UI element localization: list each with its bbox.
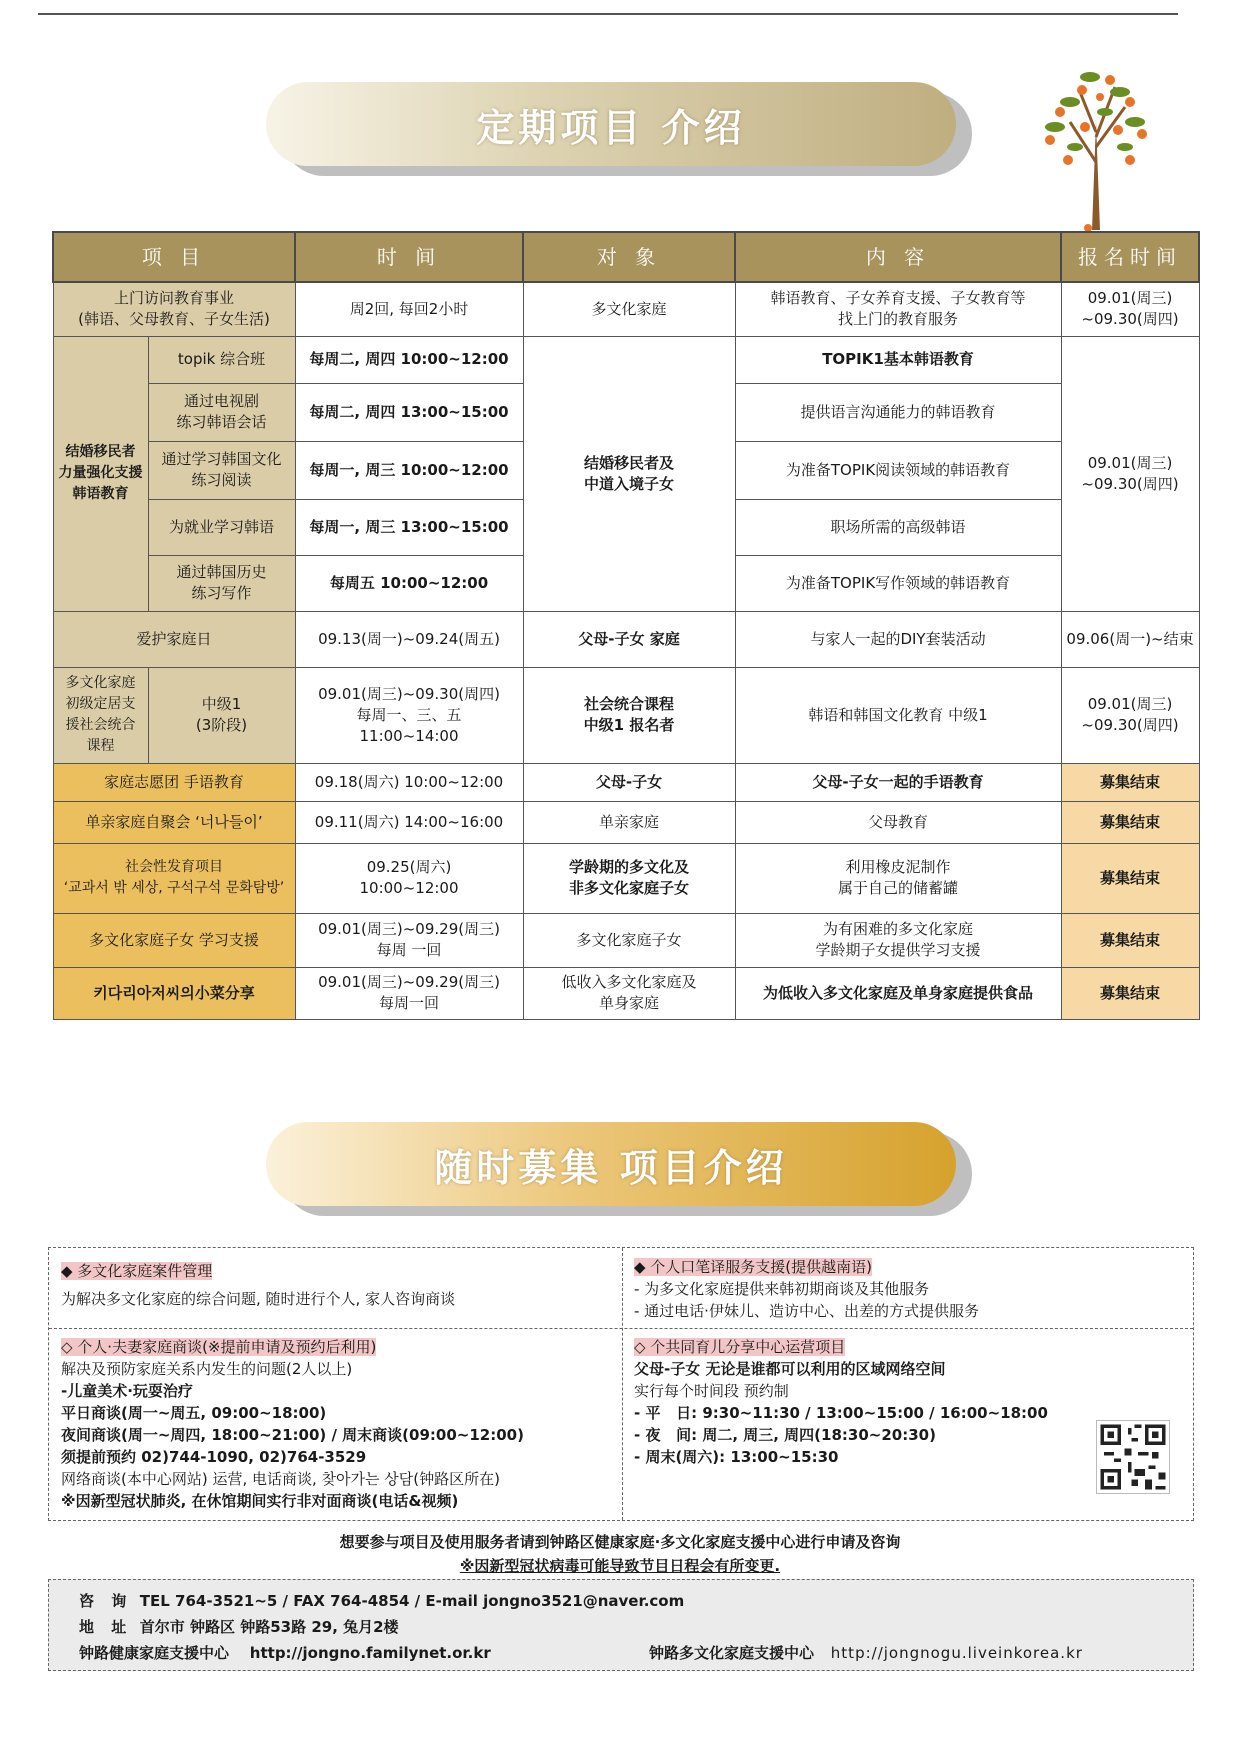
table-row	[53, 282, 1199, 336]
program-name: 爱护家庭日	[53, 611, 295, 667]
status-badge: 募集结束	[1061, 763, 1199, 801]
childcare-line: - 周末(周六): 13:00~15:30	[634, 1448, 839, 1466]
case-management-box	[49, 1248, 622, 1328]
header-target: 对 象	[523, 232, 735, 282]
case-management-body: 为解决多文化家庭的综合问题, 随时进行个人, 家人咨询商谈	[61, 1290, 456, 1308]
counseling-title: ◇ 个人·夫妻家庭商谈(※提前申请及预约后利用)	[61, 1338, 377, 1356]
program-target: 低收入多文化家庭及 单身家庭	[523, 967, 735, 1019]
program-time: 09.11(周六) 14:00~16:00	[295, 801, 523, 843]
counseling-line: 夜间商谈(周一~周四, 18:00~21:00) / 周末商谈(09:00~12:00)	[61, 1426, 524, 1444]
contact-label: 咨 询	[79, 1592, 133, 1610]
regular-programs-banner	[266, 82, 956, 166]
program-target: 单亲家庭	[523, 801, 735, 843]
program-group-target: 结婚移民者及 中道入境子女	[523, 336, 735, 611]
program-name: 키다리아저씨의小菜分享	[53, 967, 295, 1019]
program-time: 09.13(周一)~09.24(周五)	[295, 611, 523, 667]
program-content: 为有困难的多文化家庭 学龄期子女提供学习支援	[735, 913, 1061, 967]
program-registration: 09.06(周一)~结束	[1061, 611, 1199, 667]
multicultural-center-name: 钟路多文化家庭支援中心	[649, 1644, 815, 1662]
status-badge: 募集结束	[1061, 967, 1199, 1019]
program-target: 父母-子女 家庭	[523, 611, 735, 667]
program-content: 与家人一起的DIY套装活动	[735, 611, 1061, 667]
program-time: 09.01(周三)~09.30(周四) 每周一、三、五 11:00~14:00	[295, 667, 523, 763]
program-content: 为准备TOPIK阅读领域的韩语教育	[735, 441, 1061, 499]
program-sub: 通过电视剧 练习韩语会话	[148, 383, 295, 441]
rolling-programs-title: 随时募集 项目介绍	[434, 1145, 788, 1190]
status-badge: 募集结束	[1061, 843, 1199, 913]
program-content: 父母教育	[735, 801, 1061, 843]
program-time: 每周二, 周四 10:00~12:00	[295, 336, 523, 383]
counseling-line: 网络商谈(本中心网站) 运营, 电话商谈, 찾아가는 상담(钟路区所在)	[61, 1470, 500, 1488]
program-name: 上门访问教育事业 (韩语、父母教育、子女生活)	[53, 282, 295, 336]
interpretation-box	[622, 1248, 1195, 1328]
table-row	[53, 611, 1199, 667]
counseling-line: 解决及预防家庭关系内发生的问题(2人以上)	[61, 1360, 353, 1378]
header-program: 项 目	[53, 232, 295, 282]
header-registration: 报名时间	[1061, 232, 1199, 282]
program-target: 多文化家庭	[523, 282, 735, 336]
table-header-row	[53, 232, 1199, 282]
case-management-title: ◆ 多文化家庭案件管理	[61, 1262, 213, 1280]
status-badge: 募集结束	[1061, 913, 1199, 967]
program-time: 09.25(周六) 10:00~12:00	[295, 843, 523, 913]
schedule-change-notice: ※因新型冠状病毒可能导致节目日程会有所变更.	[459, 1557, 781, 1575]
table-row	[53, 913, 1199, 967]
program-content: 为准备TOPIK写作领域的韩语教育	[735, 555, 1061, 611]
interpretation-line: - 为多文化家庭提供来韩初期商谈及其他服务	[634, 1280, 930, 1298]
counseling-line: 平日商谈(周一~周五, 09:00~18:00)	[61, 1404, 327, 1422]
program-registration: 09.01(周三) ~09.30(周四)	[1061, 282, 1199, 336]
program-content: 利用橡皮泥制作 属于自己的储蓄罐	[735, 843, 1061, 913]
program-sub: 通过韩国历史 练习写作	[148, 555, 295, 611]
header-time: 时 间	[295, 232, 523, 282]
multicultural-center-link[interactable]: http://jongnogu.liveinkorea.kr	[830, 1644, 1083, 1662]
program-sub: topik 综合班	[148, 336, 295, 383]
program-time: 每周二, 周四 13:00~15:00	[295, 383, 523, 441]
table-row	[53, 967, 1199, 1019]
childcare-title: ◇ 个共同育儿分享中心运营项目	[634, 1338, 846, 1356]
program-target: 学龄期的多文化及 非多文化家庭子女	[523, 843, 735, 913]
counseling-line: -儿童美术·玩耍治疗	[61, 1382, 193, 1400]
program-name: 家庭志愿团 手语教育	[53, 763, 295, 801]
counseling-line: ※因新型冠状肺炎, 在休馆期间实行非对面商谈(电话&视频)	[61, 1492, 459, 1510]
childcare-line: 父母-子女 无论是谁都可以利用的区域网络空间	[634, 1360, 946, 1378]
program-target: 父母-子女	[523, 763, 735, 801]
program-sub: 中级1 (3阶段)	[148, 667, 295, 763]
childcare-line: - 夜 间: 周二, 周三, 周四(18:30~20:30)	[634, 1426, 936, 1444]
program-content: 职场所需的高级韩语	[735, 499, 1061, 555]
rolling-programs-grid	[48, 1247, 1194, 1521]
table-row	[53, 336, 1199, 383]
program-content: 父母-子女一起的手语教育	[735, 763, 1061, 801]
address-info: 首尔市 钟路区 钟路53路 29, 兔月2楼	[139, 1618, 399, 1636]
program-registration: 09.01(周三) ~09.30(周四)	[1061, 667, 1199, 763]
top-divider	[38, 13, 1178, 15]
table-row	[53, 763, 1199, 801]
regular-programs-title: 定期项目 介绍	[476, 105, 746, 150]
program-time: 每周五 10:00~12:00	[295, 555, 523, 611]
qr-code-icon[interactable]	[1096, 1420, 1170, 1494]
program-name: 社会性发育项目 ‘교과서 밖 세상, 구석구석 문화탐방’	[53, 843, 295, 913]
program-time: 09.18(周六) 10:00~12:00	[295, 763, 523, 801]
program-sub: 为就业学习韩语	[148, 499, 295, 555]
application-notice: 想要参与项目及使用服务者请到钟路区健康家庭·多文化家庭支援中心进行申请及咨询	[339, 1533, 901, 1551]
rolling-programs-banner	[266, 1122, 956, 1206]
counseling-line: 须提前预约 02)744-1090, 02)764-3529	[61, 1448, 367, 1466]
program-content: 韩语教育、子女养育支援、子女教育等 找上门的教育服务	[735, 282, 1061, 336]
regular-programs-table	[52, 231, 1200, 1020]
program-content: TOPIK1基本韩语教育	[735, 336, 1061, 383]
program-group-name: 结婚移民者 力量强化支援 韩语教育	[53, 336, 148, 611]
program-target: 社会统合课程 中级1 报名者	[523, 667, 735, 763]
program-time: 09.01(周三)~09.29(周三) 每周 一回	[295, 913, 523, 967]
program-sub: 通过学习韩国文化 练习阅读	[148, 441, 295, 499]
program-name: 多文化家庭 初级定居支 援社会统合 课程	[53, 667, 148, 763]
status-badge: 募集结束	[1061, 801, 1199, 843]
program-content: 韩语和韩国文化教育 中级1	[735, 667, 1061, 763]
health-family-center-link[interactable]: http://jongno.familynet.or.kr	[249, 1644, 491, 1662]
table-row	[53, 843, 1199, 913]
counseling-box	[49, 1328, 622, 1522]
childcare-line: - 平 日: 9:30~11:30 / 13:00~15:00 / 16:00~18:00	[634, 1404, 1048, 1422]
interpretation-line: - 通过电话·伊妹儿、造访中心、出差的方式提供服务	[634, 1302, 979, 1320]
program-name: 单亲家庭自聚会 ‘너나들이’	[53, 801, 295, 843]
persimmon-tree-icon	[1030, 52, 1160, 232]
program-time: 周2回, 每回2小时	[295, 282, 523, 336]
program-time: 每周一, 周三 13:00~15:00	[295, 499, 523, 555]
interpretation-title: ◆ 个人口笔译服务支援(提供越南语)	[634, 1258, 873, 1276]
program-name: 多文化家庭子女 学习支援	[53, 913, 295, 967]
program-content: 为低收入多文化家庭及单身家庭提供食品	[735, 967, 1061, 1019]
program-content: 提供语言沟通能力的韩语教育	[735, 383, 1061, 441]
table-row	[53, 667, 1199, 763]
contact-info: TEL 764-3521~5 / FAX 764-4854 / E-mail jongno3521@naver.com	[139, 1592, 685, 1610]
program-time: 09.01(周三)~09.29(周三) 每周一回	[295, 967, 523, 1019]
program-time: 每周一, 周三 10:00~12:00	[295, 441, 523, 499]
address-label: 地 址	[79, 1618, 133, 1636]
program-target: 多文化家庭子女	[523, 913, 735, 967]
program-group-registration: 09.01(周三) ~09.30(周四)	[1061, 336, 1199, 611]
header-content: 内 容	[735, 232, 1061, 282]
table-row	[53, 801, 1199, 843]
childcare-line: 实行每个时间段 预约制	[634, 1382, 789, 1400]
contact-footer	[48, 1579, 1194, 1671]
health-family-center-name: 钟路健康家庭支援中心	[79, 1644, 230, 1662]
